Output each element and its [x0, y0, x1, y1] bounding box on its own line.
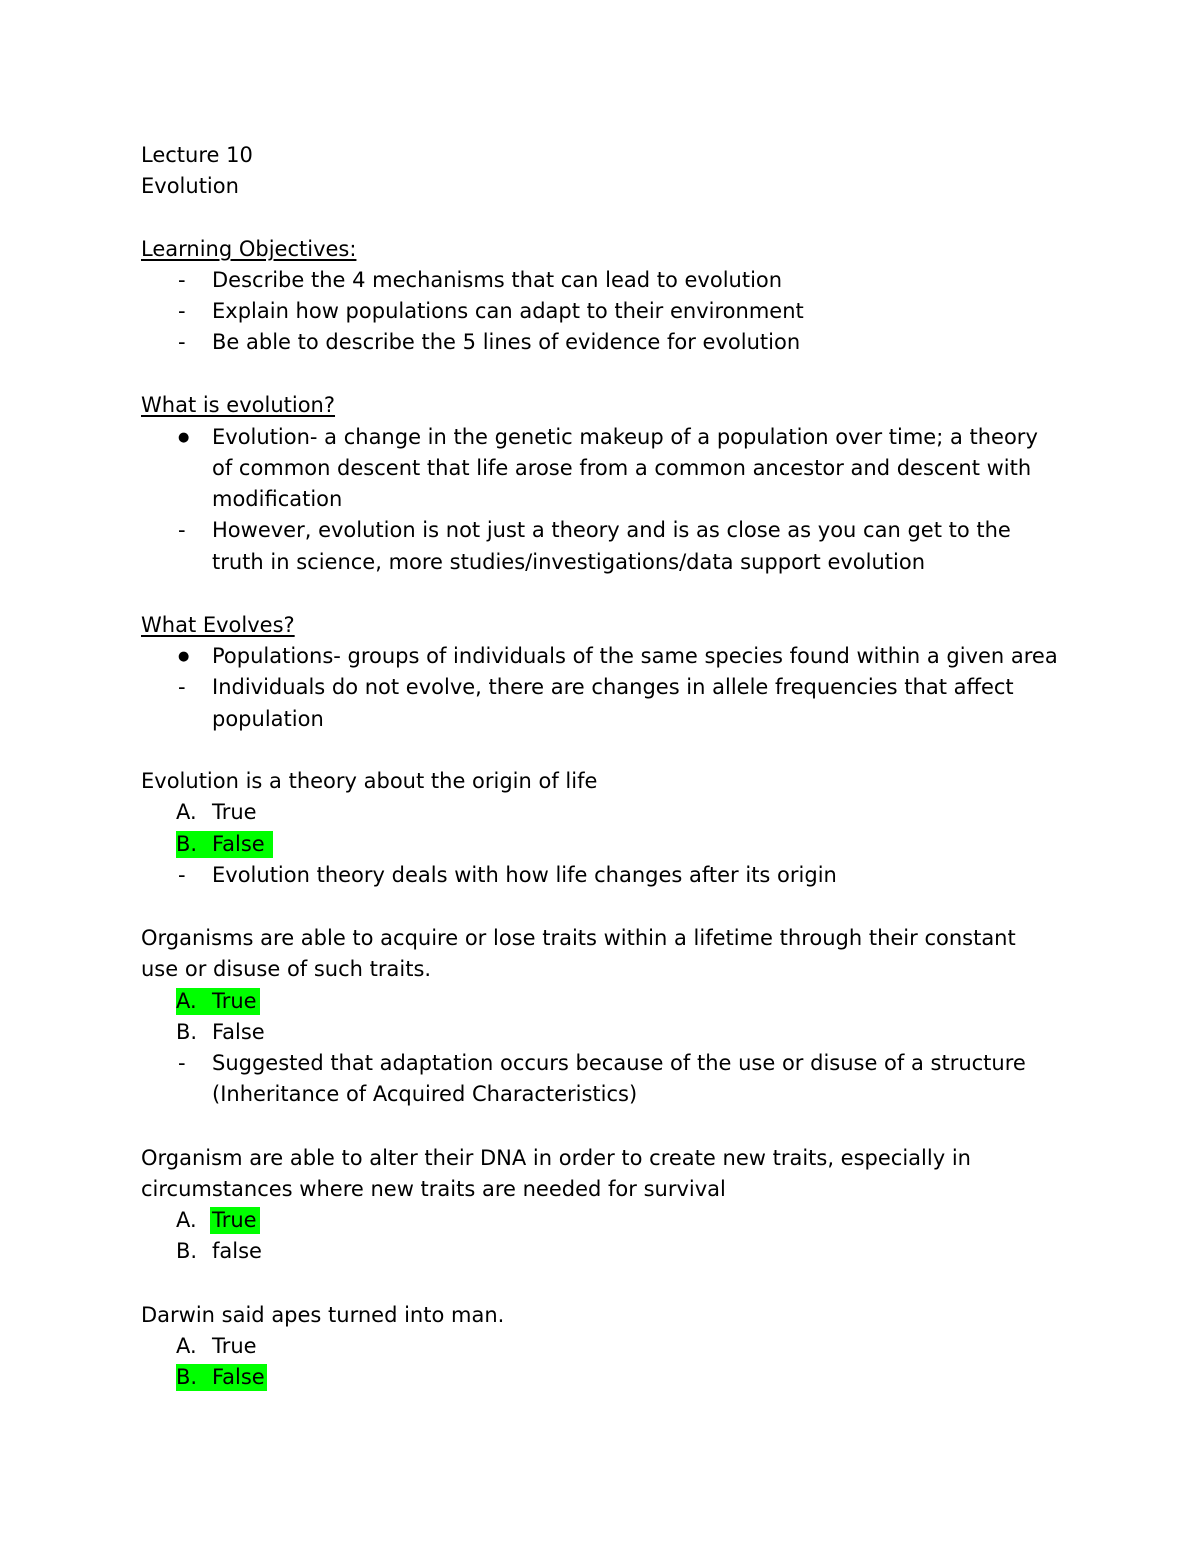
option-letter: A. — [176, 1208, 197, 1232]
bullet-marker: ● — [178, 649, 190, 664]
option-text: False — [212, 832, 265, 856]
question-2-cont: use or disuse of such traits. — [141, 957, 432, 981]
note-line: (Inheritance of Acquired Characteristics) — [212, 1082, 638, 1106]
option-letter: B. — [176, 1365, 198, 1389]
question-3-cont: circumstances where new traits are needed for survival — [141, 1177, 726, 1201]
definition-line: Evolution- a change in the genetic makeup of a population over time; a theory — [212, 425, 1038, 449]
note-line: Evolution theory deals with how life changes after its origin — [212, 863, 837, 887]
question-1: Evolution is a theory about the origin of life — [141, 769, 598, 793]
option-text: True — [212, 1208, 257, 1232]
option-letter: A. — [176, 1334, 197, 1358]
dash-marker: - — [178, 675, 186, 699]
question-4: Darwin said apes turned into man. — [141, 1303, 505, 1327]
lecture-title: Lecture 10 — [141, 143, 253, 167]
dash-marker: - — [178, 863, 186, 887]
dash-marker: - — [178, 330, 186, 354]
question-2: Organisms are able to acquire or lose traits within a lifetime through their constant — [141, 926, 1016, 950]
question-3: Organism are able to alter their DNA in order to create new traits, especially in — [141, 1146, 971, 1170]
note-line: Individuals do not evolve, there are changes in allele frequencies that affect — [212, 675, 1014, 699]
option-letter: B. — [176, 832, 198, 856]
option-text: True — [212, 800, 257, 824]
what-is-evolution-heading: What is evolution? — [141, 393, 336, 417]
note-line: Suggested that adaptation occurs because of the use or disuse of a structure — [212, 1051, 1026, 1075]
objective-item: Describe the 4 mechanisms that can lead to evolution — [212, 268, 783, 292]
note-line: truth in science, more studies/investigations/data support evolution — [212, 550, 926, 574]
option-letter: B. — [176, 1239, 198, 1263]
bullet-marker: ● — [178, 430, 190, 445]
objective-item: Be able to describe the 5 lines of evidence for evolution — [212, 330, 801, 354]
dash-marker: - — [178, 299, 186, 323]
option-text: False — [212, 1365, 265, 1389]
objective-item: Explain how populations can adapt to their environment — [212, 299, 804, 323]
option-letter: A. — [176, 800, 197, 824]
what-evolves-heading: What Evolves? — [141, 613, 295, 637]
dash-marker: - — [178, 518, 186, 542]
dash-marker: - — [178, 1051, 186, 1075]
dash-marker: - — [178, 268, 186, 292]
option-letter: A. — [176, 989, 197, 1013]
objectives-heading: Learning Objectives: — [141, 237, 357, 261]
lecture-topic: Evolution — [141, 174, 239, 198]
option-text: True — [212, 989, 257, 1013]
option-text: True — [212, 1334, 257, 1358]
note-line: However, evolution is not just a theory and is as close as you can get to the — [212, 518, 1011, 542]
option-letter: B. — [176, 1020, 198, 1044]
option-text: False — [212, 1020, 265, 1044]
definition-line: of common descent that life arose from a common ancestor and descent with — [212, 456, 1032, 480]
definition-line: modification — [212, 487, 343, 511]
option-text: false — [212, 1239, 262, 1263]
definition-line: Populations- groups of individuals of the same species found within a given area — [212, 644, 1058, 668]
note-line: population — [212, 707, 324, 731]
